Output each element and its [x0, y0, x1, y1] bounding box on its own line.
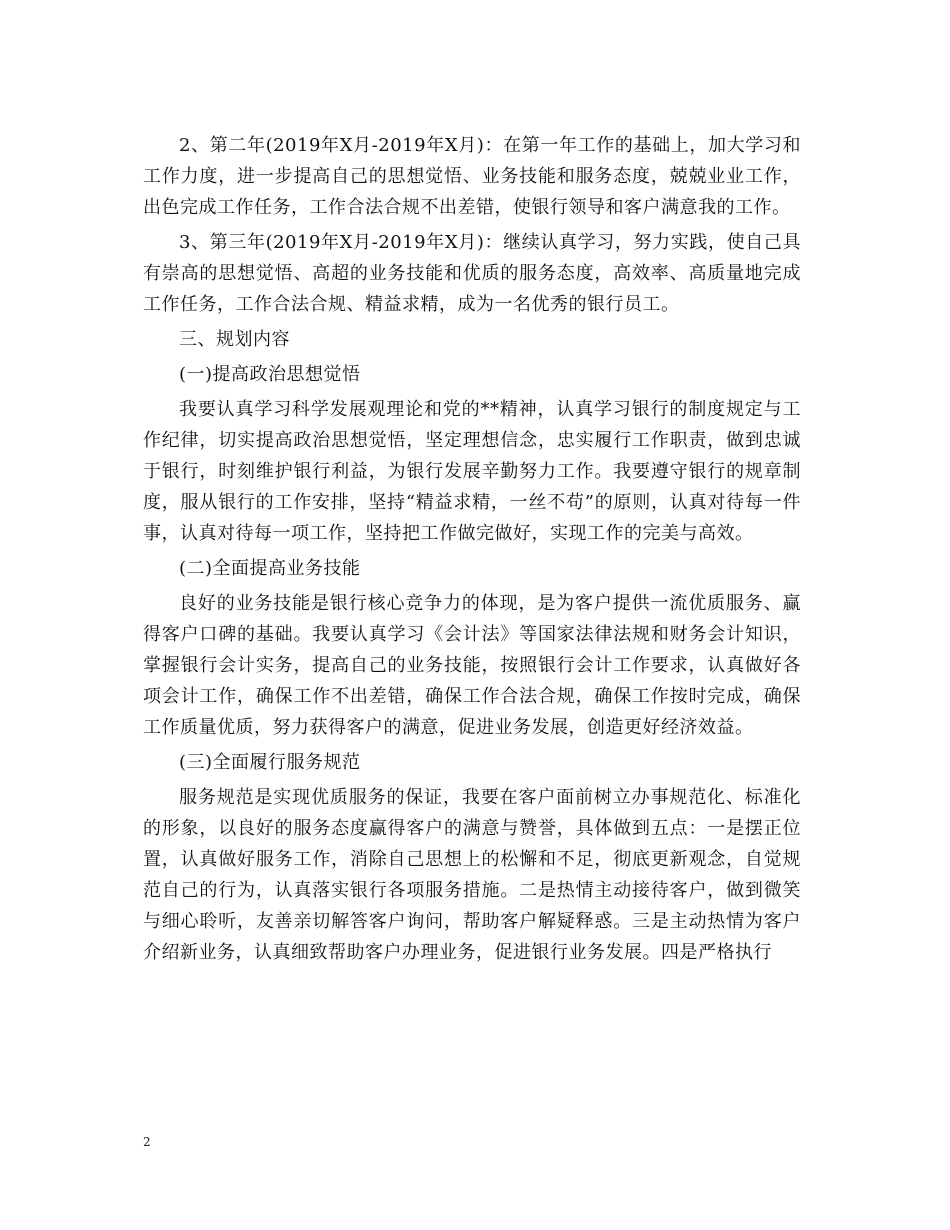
- paragraph-year-two: 2、第二年(2019年X月-2019年X月)：在第一年工作的基础上，加大学习和工作力度，进一步提高自己的思想觉悟、业务技能和服务态度，兢兢业业工作，出色完成工作任务，工作合法合规不出差错，使银行领导和客户满意我的工作。: [143, 135, 801, 218]
- paragraph-business-skills: 良好的业务技能是银行核心竞争力的体现，是为客户提供一流优质服务、赢得客户口碑的基础。我要认真学习《会计法》等国家法律法规和财务会计知识，掌握银行会计实务，提高自己的业务技能，按照银行会计工作要求，认真做好各项会计工作，确保工作不出差错，确保工作合法合规，确保工作按时完成，确保工作质量优质，努力获得客户的满意，促进业务发展，创造更好经济效益。: [143, 593, 801, 738]
- subheading-service-standards: (三)全面履行服务规范: [179, 752, 361, 773]
- page-number: 2: [143, 1135, 151, 1149]
- subheading-business-skills: (二)全面提高业务技能: [179, 558, 361, 579]
- paragraph-service-standards: 服务规范是实现优质服务的保证，我要在客户面前树立办事规范化、标准化的形象，以良好的服务态度赢得客户的满意与赞誉，具体做到五点：一是摆正位置，认真做好服务工作，消除自己思想上的松懈和不足，彻底更新观念，自觉规范自己的行为，认真落实银行各项服务措施。二是热情主动接待客户，做到微笑与细心聆听，友善亲切解答客户询问，帮助客户解疑释惑。三是主动热情为客户介绍新业务，认真细致帮助客户办理业务，促进银行业务发展。四是严格执行: [143, 787, 801, 963]
- section-heading-plan-content: 三、规划内容: [179, 329, 290, 350]
- paragraph-political-awareness: 我要认真学习科学发展观理论和党的**精神，认真学习银行的制度规定与工作纪律，切实提高政治思想觉悟，坚定理想信念，忠实履行工作职责，做到忠诚于银行，时刻维护银行利益，为银行发展辛勤努力工作。我要遵守银行的规章制度，服从银行的工作安排，坚持“精益求精，一丝不苟”的原则，认真对待每一件事，认真对待每一项工作，坚持把工作做完做好，实现工作的完美与高效。: [143, 399, 801, 544]
- subheading-political-awareness: (一)提高政治思想觉悟: [179, 364, 361, 385]
- paragraph-year-three: 3、第三年(2019年X月-2019年X月)：继续认真学习，努力实践，使自己具有崇高的思想觉悟、高超的业务技能和优质的服务态度，高效率、高质量地完成工作任务，工作合法合规、精益求精，成为一名优秀的银行员工。: [143, 232, 801, 315]
- document-body: [143, 130, 801, 972]
